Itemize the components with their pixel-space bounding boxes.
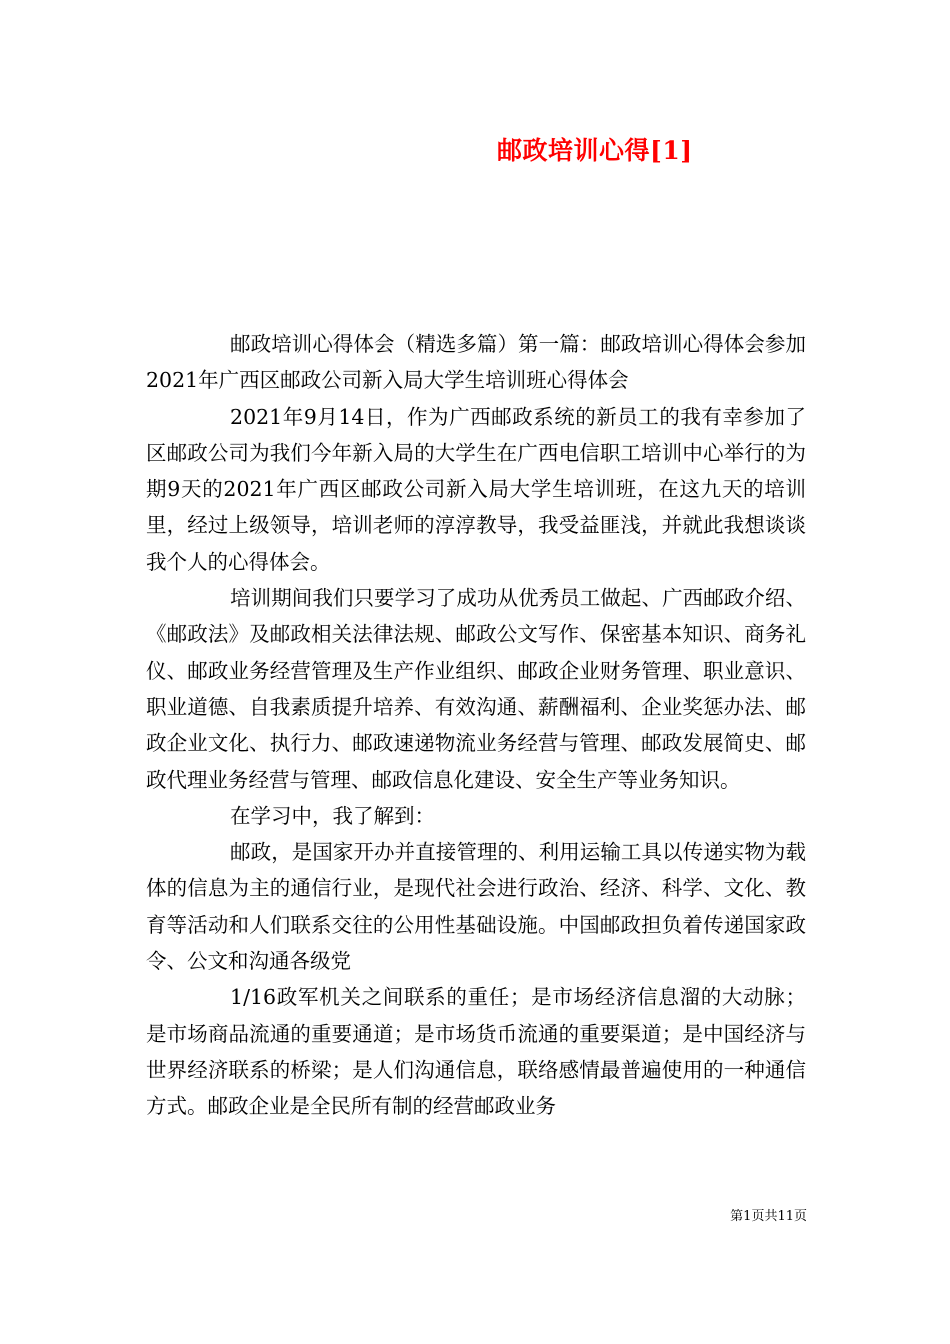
paragraph-postal-role: 1/16政军机关之间联系的重任；是市场经济信息溜的大动脉；是市场商品流通的重要通道；是市场货币流通的重要渠道；是中国经济与世界经济联系的桥梁；是人们沟通信息，联络感情最普遍使用的一种通信方式。邮政企业是全民所有制的经营邮政业务 [146, 985, 806, 1119]
document-body [146, 326, 806, 1125]
document-title: 邮政培训心得[1] [497, 136, 693, 165]
paragraph-date: 2021年9月14日，作为广西邮政系统的新员工的我有幸参加了区邮政公司为我们今年新入局的大学生在广西电信职工培训中心举行的为期9天的2021年广西区邮政公司新入局大学生培训班，在这九天的培训里，经过上级领导，培训老师的淳淳教导，我受益匪浅，并就此我想谈谈我个人的心得体会。 [146, 404, 806, 574]
page-number: 第1页共11页 [730, 1209, 807, 1224]
paragraph-postal-definition: 邮政，是国家开办并直接管理的、利用运输工具以传递实物为载体的信息为主的通信行业，是现代社会进行政治、经济、科学、文化、教育等活动和人们联系交往的公用性基础设施。中国邮政担负着传递国家政令、公文和沟通各级党 [146, 840, 806, 974]
paragraph-intro: 邮政培训心得体会（精选多篇）第一篇：邮政培训心得体会参加2021年广西区邮政公司新入局大学生培训班心得体会 [146, 332, 806, 393]
paragraph-learning: 在学习中，我了解到： [230, 803, 436, 828]
paragraph-training-topics: 培训期间我们只要学习了成功从优秀员工做起、广西邮政介绍、《邮政法》及邮政相关法律法规、邮政公文写作、保密基本知识、商务礼仪、邮政业务经营管理及生产作业组织、邮政企业财务管理、职业意识、职业道德、自我素质提升培养、有效沟通、薪酬福利、企业奖惩办法、邮政企业文化、执行力、邮政速递物流业务经营与管理、邮政发展简史、邮政代理业务经营与管理、邮政信息化建设、安全生产等业务知识。 [146, 586, 806, 792]
